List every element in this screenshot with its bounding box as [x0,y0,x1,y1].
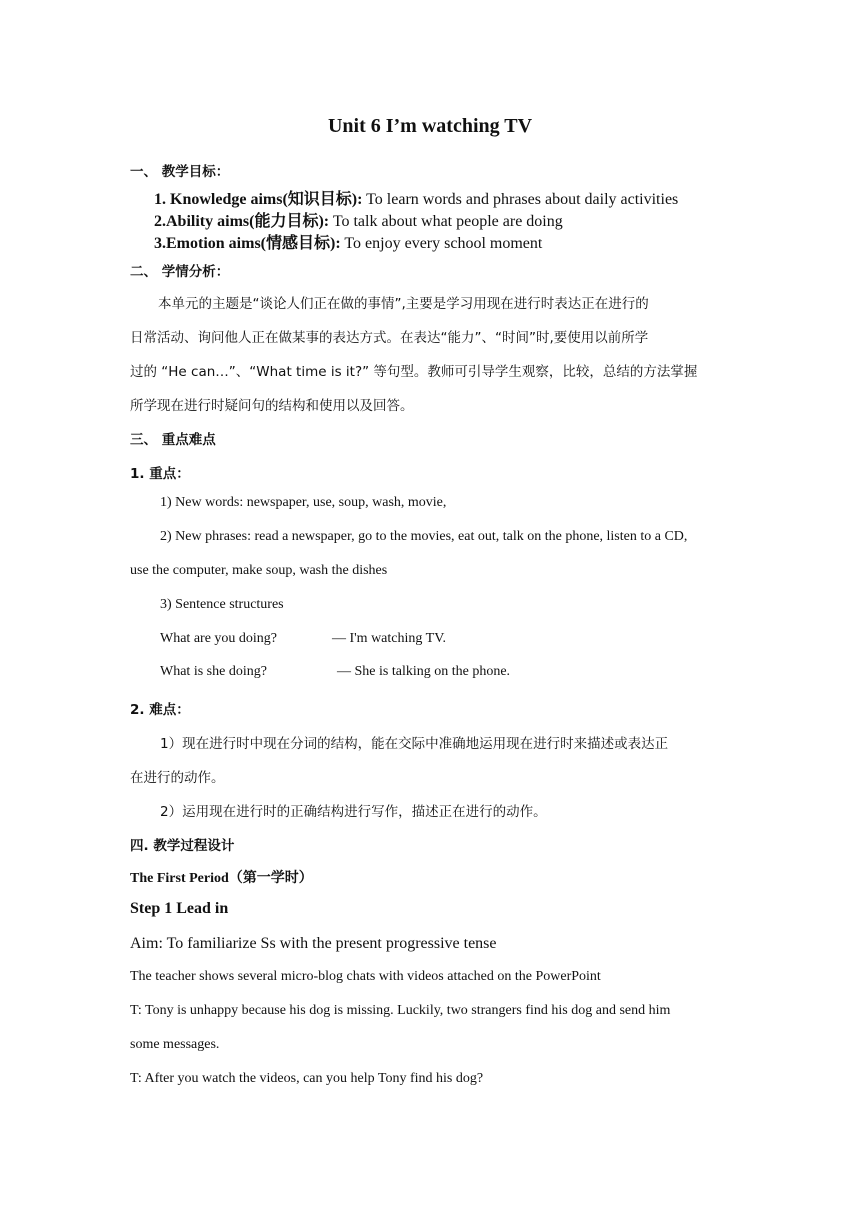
emotion-aim-text: To enjoy every school moment [340,235,543,252]
emotion-aim-label: 3.Emotion aims(情感目标): [154,235,341,252]
example-answer-2: — She is talking on the phone. [337,664,511,679]
section-heading-objectives: 一、 教学目标： [130,164,230,180]
example-answer-1: — I'm watching TV. [332,631,446,646]
document-title: Unit 6 I’m watching TV [327,115,533,137]
analysis-line: 过的 “He can…”、“What time is it?” 等句型。教师可引导学生观察，比较，总结的方法掌握 [130,364,698,380]
knowledge-aim [154,186,678,209]
example-question-1: What are you doing? [160,631,278,646]
analysis-line: 所学现在进行时疑问句的结构和使用以及回答。 [130,398,414,414]
process-line: some messages. [130,1037,220,1052]
step-title: Step 1 Lead in [130,900,229,917]
section-heading-process: 四. 教学过程设计 [130,838,235,854]
sentence-structures-item: 3) Sentence structures [160,597,284,612]
section-heading-keypoints: 三、 重点难点 [130,432,216,448]
key-points-heading: 1. 重点： [130,466,190,482]
process-line: T: After you watch the videos, can you help Tony find his dog? [130,1071,484,1086]
new-phrases-item: 2) New phrases: read a newspaper, go to the movies, eat out, talk on the phone, listen to a CD, [160,529,688,544]
new-words-item: 1) New words: newspaper, use, soup, wash, movie, [160,495,447,510]
analysis-line: 本单元的主题是“谈论人们正在做的事情”,主要是学习用现在进行时表达正在进行的 [158,296,649,312]
step-aim: Aim: To familiarize Ss with the present progressive tense [130,935,497,952]
difficulty-heading: 2. 难点： [130,702,190,718]
difficulty-item-continued: 在进行的动作。 [130,770,225,786]
process-line: The teacher shows several micro-blog chats with videos attached on the PowerPoint [130,969,601,984]
ability-aim [154,208,563,231]
emotion-aim [154,230,542,253]
ability-aim-text: To talk about what people are doing [329,213,563,230]
analysis-line: 日常活动、询问他人正在做某事的表达方式。在表达“能力”、“时间”时,要使用以前所学 [130,330,649,346]
period-heading: The First Period（第一学时） [130,871,313,886]
knowledge-aim-label: 1. Knowledge aims(知识目标): [154,191,363,208]
ability-aim-label: 2.Ability aims(能力目标): [154,213,330,230]
new-phrases-continued: use the computer, make soup, wash the dishes [130,563,388,578]
process-line: T: Tony is unhappy because his dog is missing. Luckily, two strangers find his dog and send him [130,1003,671,1018]
difficulty-item: 1）现在进行时中现在分词的结构，能在交际中准确地运用现在进行时来描述或表达正 [160,736,669,752]
example-question-2: What is she doing? [160,664,267,679]
knowledge-aim-text: To learn words and phrases about daily activities [362,191,679,208]
section-heading-analysis: 二、 学情分析： [130,264,230,280]
difficulty-item: 2）运用现在进行时的正确结构进行写作，描述正在进行的动作。 [160,804,547,820]
